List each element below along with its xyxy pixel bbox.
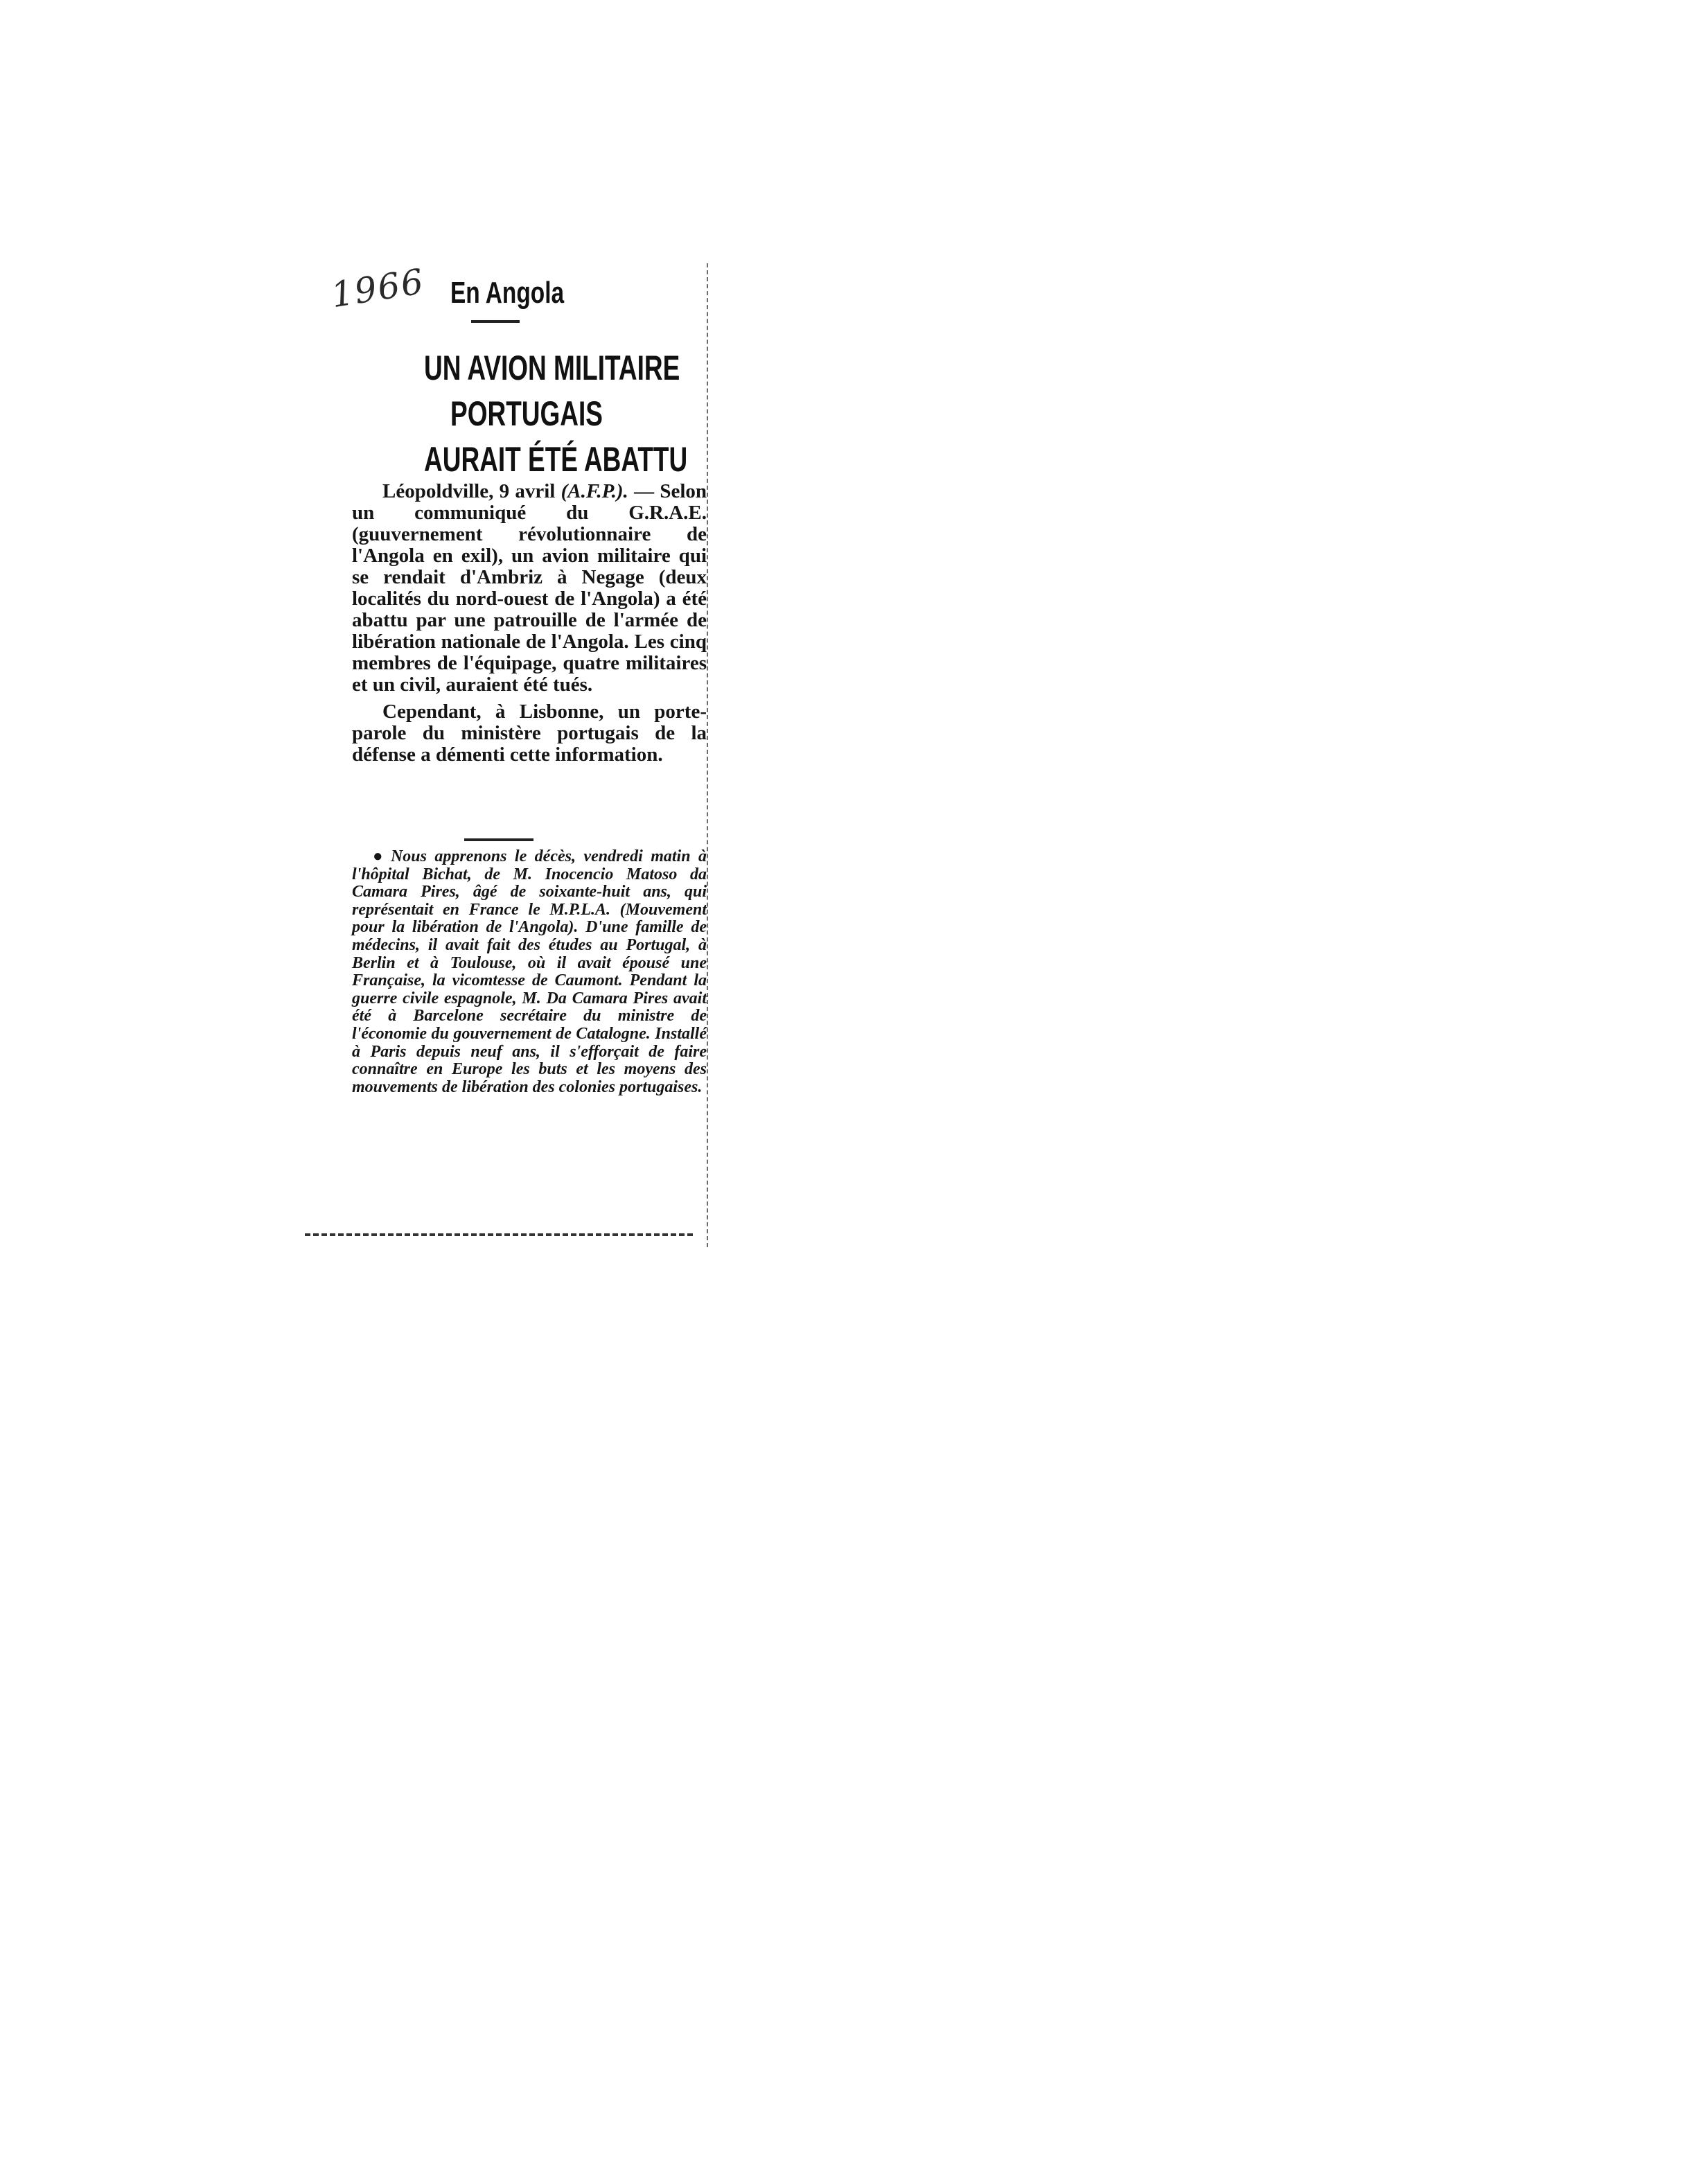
headline-line-1: UN AVION MILITAIRE — [424, 349, 680, 387]
paragraph-1-text: — Selon un communiqué du G.R.A.E. (guuvernement révolutionnaire de l'Angola en exil), un avion militaire qui se rendait d'Ambriz à Negage (deux localités du nord-ouest de l'Angola) a été abattu par une patrouille de l'armée de libération nationale de l'Angola. Les cinq membres de l'équipage, quatre militaires et un civil, auraient été tués. — [352, 480, 707, 696]
dateline-agency: (A.F.P.). — [561, 480, 628, 502]
section-kicker: En Angola — [450, 276, 565, 310]
dateline: Léopoldville, 9 avril (A.F.P.). — [382, 480, 628, 502]
newspaper-clipping — [305, 263, 714, 1247]
handwritten-year: 1966 — [328, 261, 427, 316]
obituary-note — [352, 848, 707, 1096]
obituary-text: Nous apprenons le décès, vendredi matin à l'hôpital Bichat, de M. Inocencio Matoso da Camara Pires, âgé de soixante-huit ans, qui représentait en France le M.P.L.A. (Mouvement pour la libération de l'Angola). D'une famille de médecins, il avait fait des études au Portugal, à Berlin et à Toulouse, où il avait épousé une Française, la vicomtesse de Caumont. Pendant la guerre civile espagnole, M. Da Camara Pires avait été à Barcelone secrétaire du ministre de l'économie du gouvernement de Catalogne. Installé à Paris depuis neuf ans, il s'efforçait de faire connaître en Europe les buts et les moyens des mouvements de libération des colonies portugaises. — [352, 847, 707, 1096]
article-headline — [424, 345, 688, 482]
bullet-icon: ● — [373, 847, 387, 865]
headline-line-2: PORTUGAIS — [450, 394, 603, 433]
article-paragraph-1 — [352, 481, 707, 696]
obituary-paragraph — [352, 848, 707, 1096]
clipping-cut-edge — [707, 263, 708, 1247]
article-paragraph-2: Cependant, à Lisbonne, un porte-parole du ministère portugais de la défense a démenti cette information. — [352, 701, 707, 766]
headline-line-3: AURAIT ÉTÉ ABATTU — [424, 440, 688, 479]
section-divider — [464, 838, 533, 841]
article-body — [352, 481, 707, 771]
kicker-rule — [471, 320, 520, 323]
clipping-bottom-rule — [305, 1233, 693, 1236]
